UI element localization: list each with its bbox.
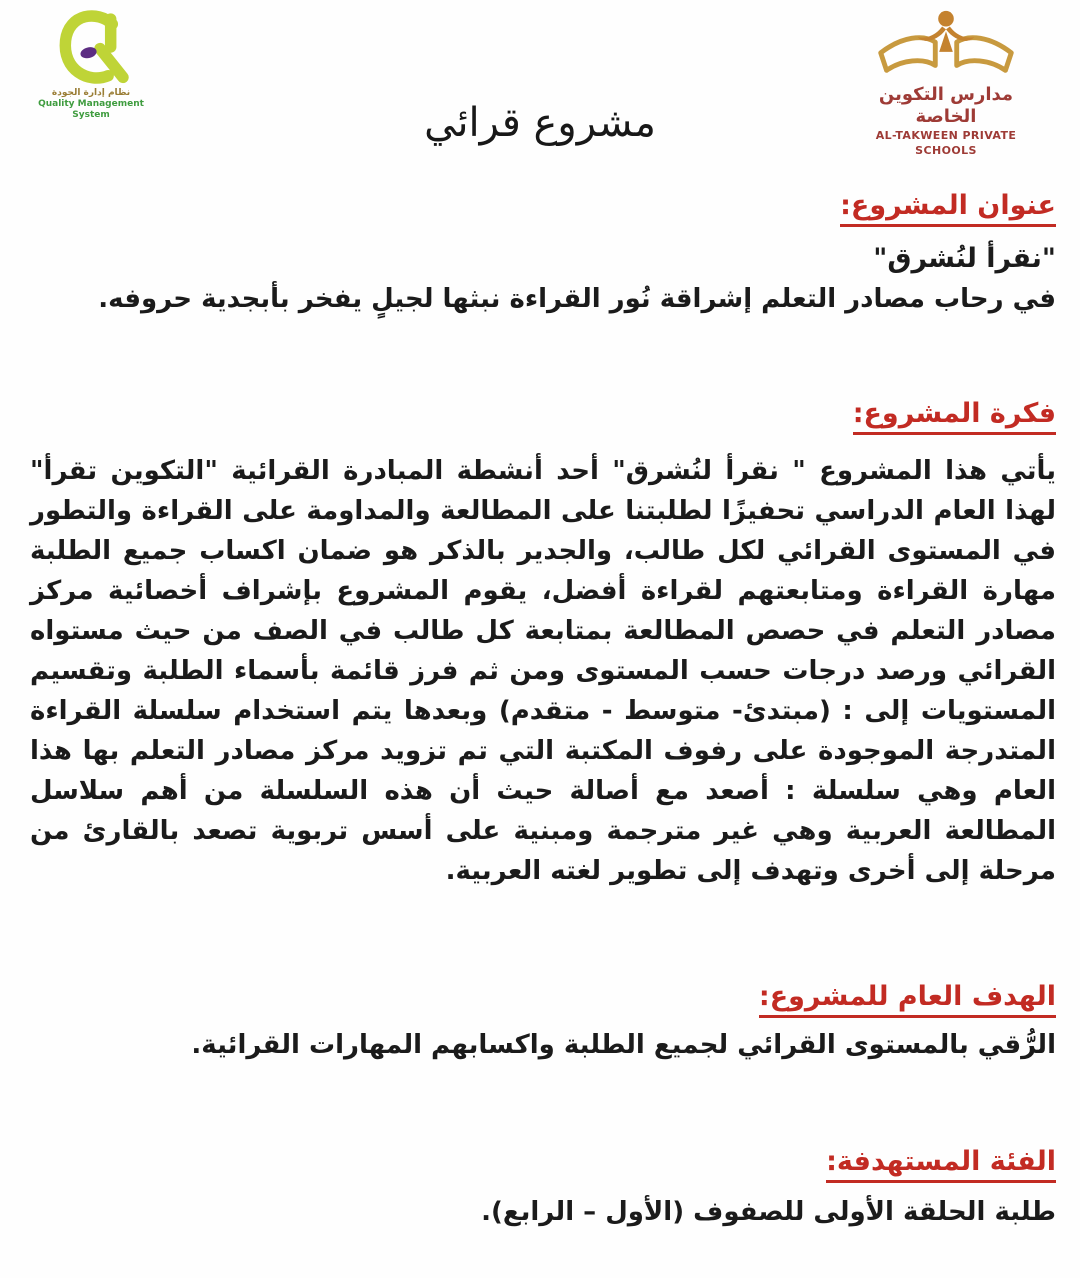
qms-label-arabic: نظام إدارة الجودة	[51, 88, 131, 98]
qms-logo	[26, 6, 156, 121]
document-title: مشروع قرائي	[424, 100, 656, 146]
heading-project-title: عنوان المشروع:	[30, 190, 1056, 227]
project-title-quote: "نقرأ لنُشرق"	[873, 243, 1056, 274]
project-goal-text: الرُّقي بالمستوى القرائي لجميع الطلبة واكسابهم المهارات القرائية.	[191, 1030, 1056, 1060]
school-name-arabic: مدارس التكوين الخاصة	[878, 84, 1014, 127]
project-title-slogan: في رحاب مصادر التعلم إشراقة نُور القراءة نبثها لجيلٍ يفخر بأبجدية حروفه.	[98, 284, 1056, 314]
qms-label-english: Quality Management System	[38, 99, 144, 120]
school-logo	[856, 8, 1036, 158]
school-logo-icon	[871, 8, 1021, 84]
heading-project-goal: الهدف العام للمشروع:	[30, 981, 1056, 1018]
qms-logo-icon	[49, 6, 133, 88]
school-name-english: AL-TAKWEEN PRIVATE SCHOOLS	[875, 129, 1017, 157]
document-content	[0, 190, 1080, 1227]
target-group-text: طلبة الحلقة الأولى للصفوف (الأول – الرابع).	[481, 1197, 1056, 1227]
project-idea-paragraph: يأتي هذا المشروع " نقرأ لنُشرق" أحد أنشطة المبادرة القرائية "التكوين تقرأ" لهذا العام الدراسي تحفيزًا لطلبتنا على المطالعة والمداومة على القراءة والتطور في المستوى القرائي لكل طالب، والجدير بالذكر هو ضمان اكساب جميع الطلبة مهارة القراءة ومتابعتهم لقراءة أفضل، يقوم المشروع بإشراف أخصائية مركز مصادر التعلم في حصص المطالعة بمتابعة كل طالب في الصف من حيث مستواه القرائي ورصد درجات حسب المستوى ومن ثم فرز قائمة بأسماء الطلبة وتقسيم المستويات إلى : (مبتدئ- متوسط - متقدم) وبعدها يتم استخدام سلسلة القراءة المتدرجة الموجودة على رفوف المكتبة التي تم تزويد مركز مصادر التعلم بها هذا العام وهي سلسلة : أصعد مع أصالة حيث أن هذه السلسلة من أهم سلاسل المطالعة العربية وهي غير مترجمة ومبنية على أسس تربوية تصعد بالقارئ من مرحلة إلى أخرى وتهدف إلى تطوير لغته العربية.	[30, 456, 1056, 886]
heading-target-group: الفئة المستهدفة:	[30, 1146, 1056, 1183]
heading-project-idea: فكرة المشروع:	[30, 398, 1056, 435]
